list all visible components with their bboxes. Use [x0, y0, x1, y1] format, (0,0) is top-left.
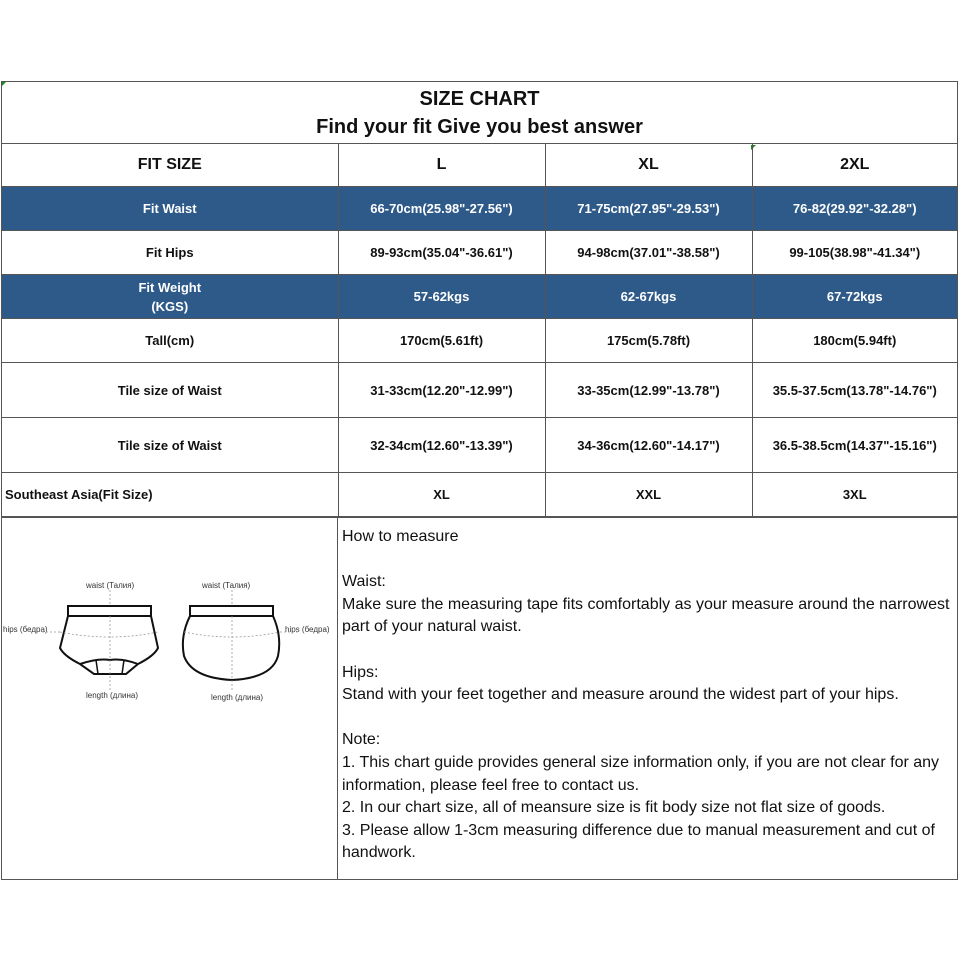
how-to-measure-text — [338, 518, 957, 879]
row-fit-waist — [2, 187, 957, 231]
row-tile-waist-2 — [2, 418, 957, 473]
cell-value: 76-82(29.92"-32.28") — [752, 187, 957, 231]
measurement-illustration — [2, 518, 338, 879]
cell-value: 170cm(5.61ft) — [338, 319, 545, 363]
cell-value: 32-34cm(12.60"-13.39") — [338, 418, 545, 473]
chart-title: SIZE CHART — [419, 88, 540, 110]
waist-title: Waist: — [342, 573, 386, 591]
note-3: 3. Please allow 1-3cm measuring difference due to manual measurement and cut of handwork. — [342, 821, 935, 862]
header-2xl: 2XL — [752, 144, 957, 187]
note-1: 1. This chart guide provides general size information only, if you are not clear for any information, please feel free to contact us. — [342, 753, 940, 794]
size-chart-sheet — [1, 81, 958, 880]
cell-value: 3XL — [752, 473, 957, 517]
length-label-left: length (длина) — [86, 691, 139, 700]
row-label: Tile size of Waist — [2, 363, 338, 418]
chart-subtitle: Find your fit Give you best answer — [316, 116, 643, 138]
header-fit-size: FIT SIZE — [2, 144, 338, 187]
cell-value: XXL — [545, 473, 752, 517]
length-label-right: length (длина) — [211, 693, 264, 702]
cell-value: 35.5-37.5cm(13.78"-14.76") — [752, 363, 957, 418]
row-fit-weight — [2, 275, 957, 319]
hips-label-left: hips (бедра) — [3, 625, 48, 634]
note-2: 2. In our chart size, all of meansure size is fit body size not flat size of goods. — [342, 799, 886, 817]
briefs-drawing — [2, 518, 338, 718]
cell-value: 31-33cm(12.20"-12.99") — [338, 363, 545, 418]
header-l: L — [338, 144, 545, 187]
hips-title: Hips: — [342, 663, 379, 681]
row-label: Southeast Asia(Fit Size) — [2, 473, 338, 517]
cell-value: 180cm(5.94ft) — [752, 319, 957, 363]
note-title: Note: — [342, 731, 381, 749]
row-southeast-asia — [2, 473, 957, 517]
cell-value: 66-70cm(25.98"-27.56") — [338, 187, 545, 231]
row-label: Tall(cm) — [2, 319, 338, 363]
cell-value: 94-98cm(37.01"-38.58") — [545, 231, 752, 275]
waist-text: Make sure the measuring tape fits comfortably as your measure around the narrowest part of your natural waist. — [342, 595, 950, 636]
row-fit-hips — [2, 231, 957, 275]
bottom-section — [2, 517, 957, 879]
row-label: Tile size of Waist — [2, 418, 338, 473]
row-label: Fit Waist — [2, 187, 338, 231]
cell-value: 36.5-38.5cm(14.37"-15.16") — [752, 418, 957, 473]
cell-value: 67-72kgs — [752, 275, 957, 319]
cell-value: 33-35cm(12.99"-13.78") — [545, 363, 752, 418]
waist-label-right: waist (Талия) — [202, 581, 251, 590]
cell-value: 89-93cm(35.04"-36.61") — [338, 231, 545, 275]
waist-label-left: waist (Талия) — [86, 581, 135, 590]
cell-value: 62-67kgs — [545, 275, 752, 319]
row-label-line2: (KGS) — [151, 298, 189, 314]
row-label: Fit Hips — [2, 231, 338, 275]
cell-value: XL — [338, 473, 545, 517]
row-label — [2, 275, 338, 319]
row-label-line1: Fit Weight — [138, 279, 202, 295]
row-tall — [2, 319, 957, 363]
brief-front-icon — [60, 606, 158, 674]
cell-value: 175cm(5.78ft) — [545, 319, 752, 363]
cell-value: 99-105(38.98"-41.34") — [752, 231, 957, 275]
cell-value: 34-36cm(12.60"-14.17") — [545, 418, 752, 473]
brief-back-icon — [183, 606, 279, 680]
header-xl: XL — [545, 144, 752, 187]
row-tile-waist-1 — [2, 363, 957, 418]
cell-value: 57-62kgs — [338, 275, 545, 319]
hips-text: Stand with your feet together and measure around the widest part of your hips. — [342, 686, 899, 704]
title-block — [2, 82, 957, 144]
hips-label-right: hips (бедра) — [285, 625, 330, 634]
size-table — [2, 144, 957, 517]
cell-value: 71-75cm(27.95"-29.53") — [545, 187, 752, 231]
measure-heading: How to measure — [342, 528, 459, 545]
header-row — [2, 144, 957, 187]
